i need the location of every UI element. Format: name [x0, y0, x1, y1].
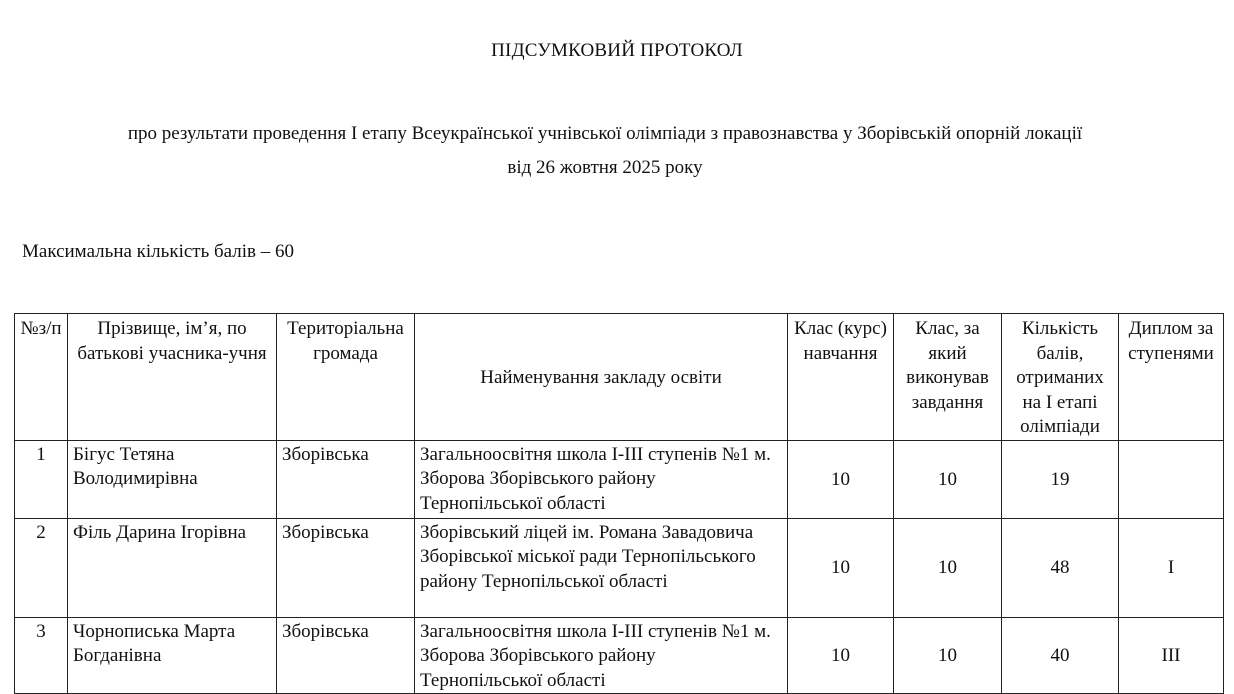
participant-grade: 10	[788, 518, 894, 617]
participant-community: Зборівська	[277, 440, 415, 518]
max-score-text: Максимальна кількість балів – 60	[22, 241, 294, 262]
participant-grade-task: 10	[894, 617, 1002, 694]
participant-score: 48	[1002, 518, 1119, 617]
subtitle-line-1: про результати проведення І етапу Всеукраїнської учнівської олімпіади з правознавства у Зборівській опорній локації	[127, 123, 1083, 144]
table-row	[15, 617, 1224, 694]
participant-diploma: ІІІ	[1119, 617, 1224, 694]
participant-school: Загальноосвітня школа І-ІІІ ступенів №1 м. Зборова Зборівського району Тернопільської області	[415, 440, 788, 518]
row-number: 1	[15, 440, 68, 518]
participant-name: Філь Дарина Ігорівна	[68, 518, 277, 617]
header-school: Найменування закладу освіти	[415, 314, 788, 441]
table-row	[15, 518, 1224, 617]
subtitle-line-2: від 26 жовтня 2025 року	[507, 157, 703, 178]
header-name: Прізвище, ім’я, по батькові учасника-учня	[68, 314, 277, 441]
document-subtitle	[0, 117, 1210, 185]
participant-community: Зборівська	[277, 518, 415, 617]
participant-grade: 10	[788, 440, 894, 518]
row-number: 2	[15, 518, 68, 617]
participant-name: Бігус Тетяна Володимирівна	[68, 440, 277, 518]
participant-school: Зборівський ліцей ім. Романа Завадовича Зборівської міської ради Тернопільського району Тернопільської області	[415, 518, 788, 617]
table-row	[15, 440, 1224, 518]
participant-score: 40	[1002, 617, 1119, 694]
table-header-row	[15, 314, 1224, 441]
header-community: Територіальна громада	[277, 314, 415, 441]
participant-school: Загальноосвітня школа І-ІІІ ступенів №1 м. Зборова Зборівського району Тернопільської області	[415, 617, 788, 694]
participant-grade-task: 10	[894, 440, 1002, 518]
header-score: Кількість балів, отриманих на І етапі олімпіади	[1002, 314, 1119, 441]
participant-community: Зборівська	[277, 617, 415, 694]
participant-name: Чорнописька Марта Богданівна	[68, 617, 277, 694]
row-number: 3	[15, 617, 68, 694]
participant-diploma: І	[1119, 518, 1224, 617]
header-grade: Клас (курс) навчання	[788, 314, 894, 441]
document-title: ПІДСУМКОВИЙ ПРОТОКОЛ	[491, 40, 743, 61]
header-diploma: Диплом за ступенями	[1119, 314, 1224, 441]
participant-score: 19	[1002, 440, 1119, 518]
results-table	[14, 313, 1224, 694]
header-grade-task: Клас, за який виконував завдання	[894, 314, 1002, 441]
participant-grade-task: 10	[894, 518, 1002, 617]
participant-grade: 10	[788, 617, 894, 694]
header-number: №з/п	[15, 314, 68, 441]
participant-diploma	[1119, 440, 1224, 518]
